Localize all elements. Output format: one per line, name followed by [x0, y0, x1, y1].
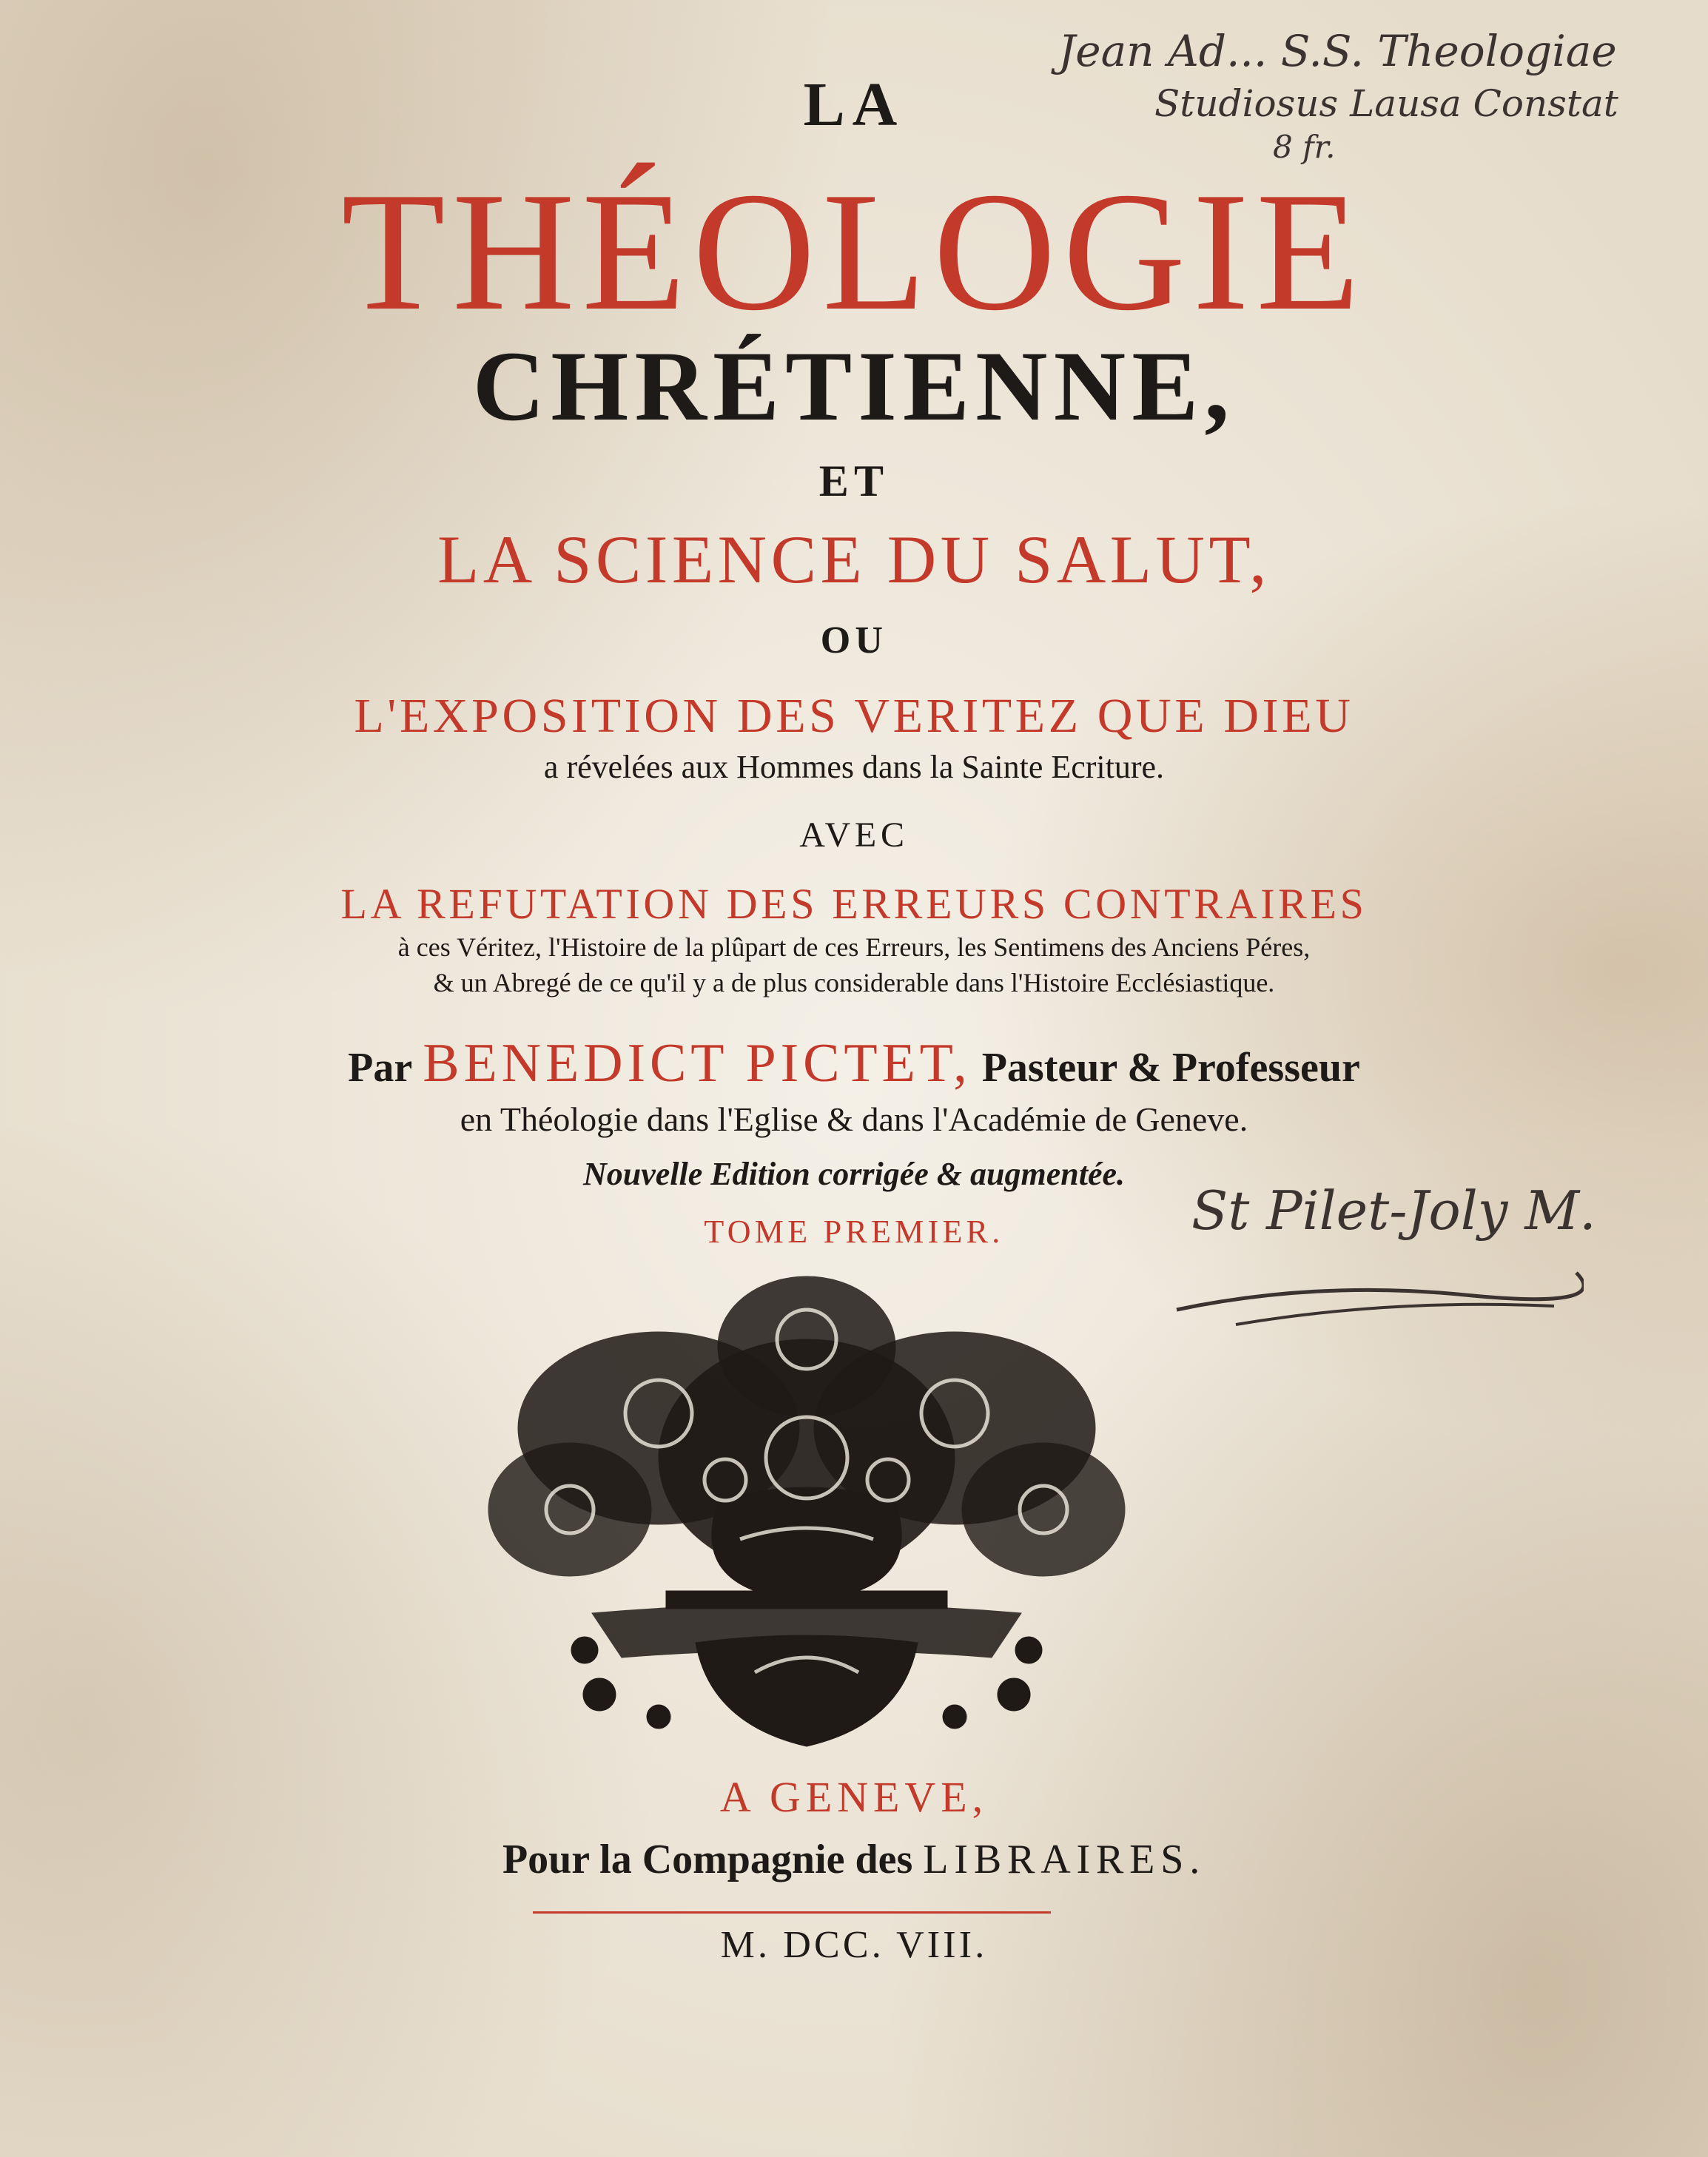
author-par: Par — [348, 1045, 413, 1091]
handwritten-price: 8 fr. — [1273, 129, 1336, 165]
author-line — [0, 1033, 1708, 1094]
author-role: Pasteur & Professeur — [981, 1045, 1360, 1091]
year: M. DCC. VIII. — [720, 1924, 988, 1966]
tome-label: TOME PREMIER. — [704, 1214, 1004, 1250]
handwritten-inscription-line-1: Jean Ad... S.S. Theologiae — [1058, 26, 1617, 76]
author-role-line-2: en Théologie dans l'Eglise & dans l'Académie de Geneve. — [460, 1100, 1248, 1138]
title-la: LA — [803, 70, 905, 139]
imprint-libraires: LIBRAIRES. — [923, 1837, 1206, 1882]
title-chretienne: CHRÉTIENNE, — [472, 332, 1236, 442]
vase-of-flowers-ornament — [474, 1258, 1140, 1761]
imprint-pour: Pour la Compagnie des — [502, 1837, 913, 1882]
handwritten-inscription-line-2: Studiosus Lausa Constat — [1154, 82, 1618, 125]
refutation-heading: LA REFUTATION DES ERREURS CONTRAIRES — [340, 880, 1368, 928]
avec-heading: AVEC — [799, 815, 909, 855]
refutation-subline-1: à ces Véritez, l'Histoire de la plûpart de ces Erreurs, les Sentimens des Anciens Péres, — [397, 932, 1311, 962]
author-name: BENEDICT PICTET, — [423, 1033, 972, 1094]
title-science: LA SCIENCE DU SALUT, — [437, 522, 1271, 597]
refutation-subline-2: & un Abregé de ce qu'il y a de plus considerable dans l'Histoire Ecclésiastique. — [433, 968, 1275, 997]
title-theologie: THÉOLOGIE — [341, 157, 1367, 346]
title-et: ET — [818, 457, 890, 505]
imprint-rule — [533, 1911, 1051, 1914]
signature-flourish-icon — [1169, 1228, 1584, 1332]
title-ou: OU — [820, 619, 888, 662]
exposition-heading: L'EXPOSITION DES VERITEZ QUE DIEU — [354, 689, 1354, 743]
edition-note: Nouvelle Edition corrigée & augmentée. — [582, 1156, 1126, 1192]
handwritten-signature: St Pilet-Joly M. — [1191, 1180, 1596, 1242]
imprint-city: A GENEVE, — [719, 1773, 989, 1821]
exposition-subline: a révelées aux Hommes dans la Sainte Ecriture. — [543, 749, 1165, 785]
imprint-line — [0, 1839, 1708, 1880]
